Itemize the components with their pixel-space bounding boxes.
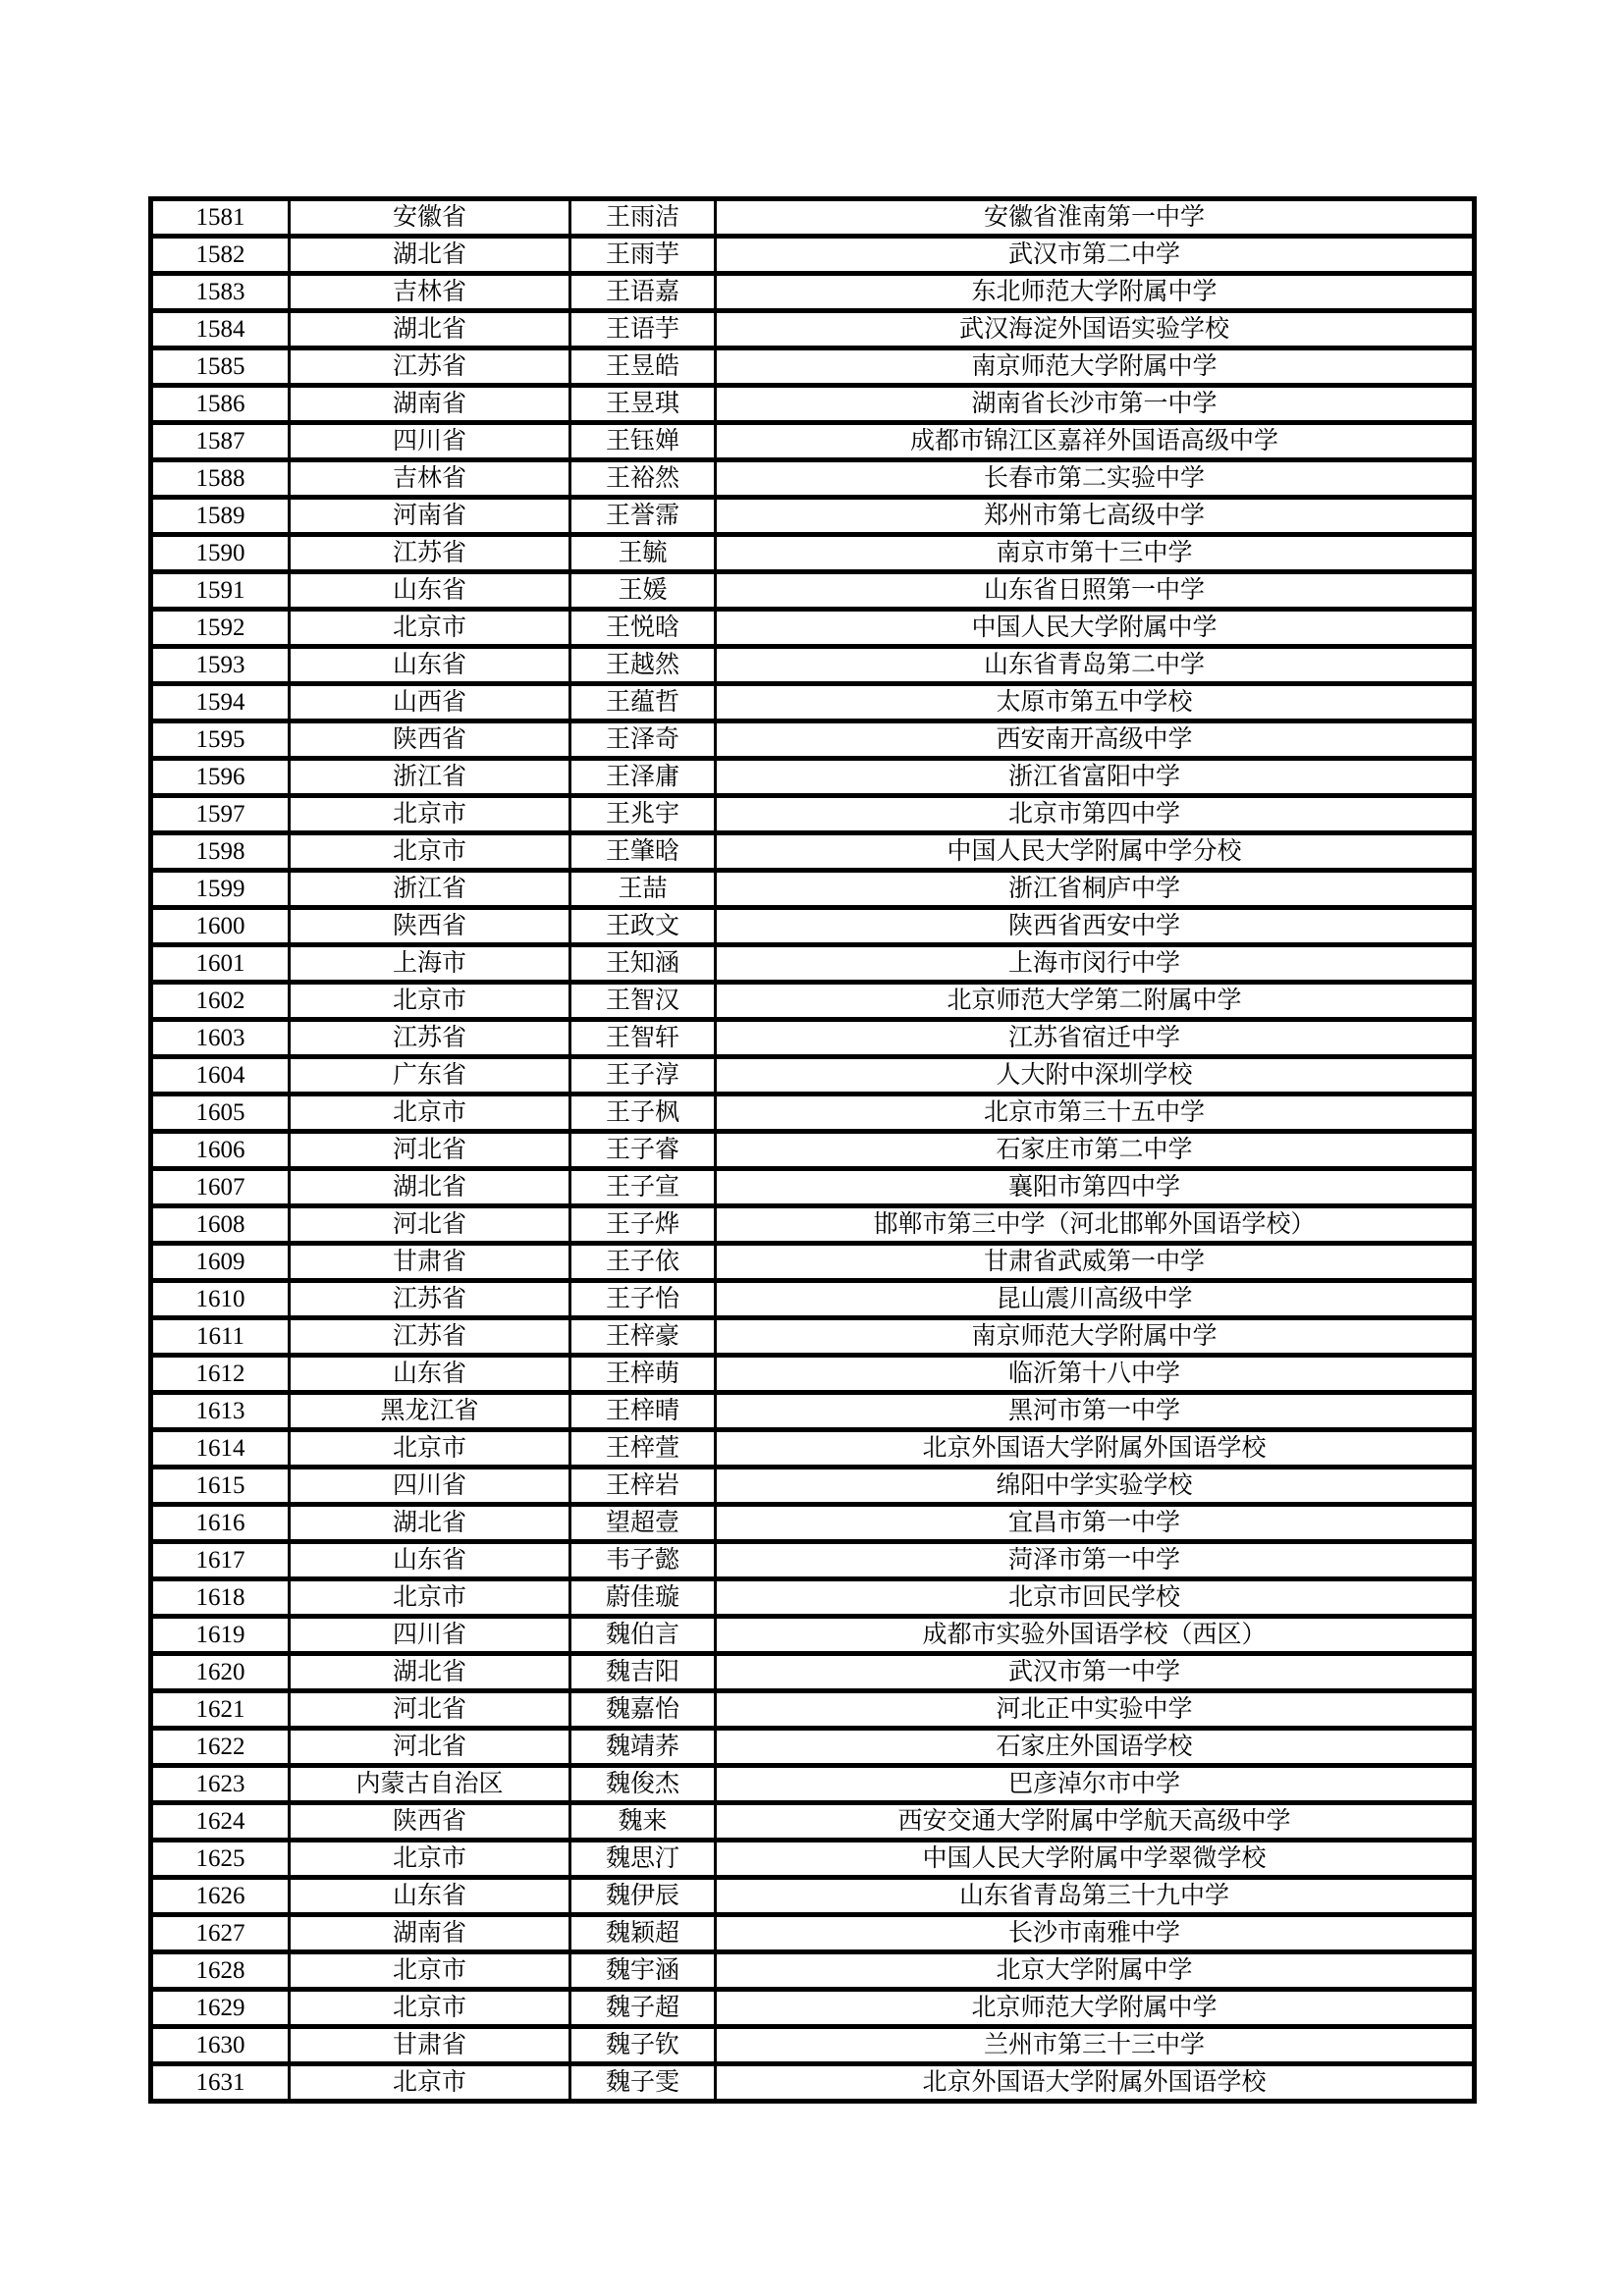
serial-number-cell: 1625	[151, 1841, 290, 1878]
province-cell: 湖北省	[290, 311, 570, 348]
table-row	[151, 199, 1475, 237]
table-row	[151, 1915, 1475, 1952]
table-row	[151, 1878, 1475, 1915]
serial-number-cell: 1587	[151, 423, 290, 460]
table-row	[151, 1132, 1475, 1169]
serial-number-cell: 1583	[151, 274, 290, 311]
student-name-cell: 王雨芋	[570, 237, 716, 274]
school-cell: 陕西省西安中学	[716, 908, 1475, 945]
table-row	[151, 1244, 1475, 1281]
province-cell: 安徽省	[290, 199, 570, 237]
table-row	[151, 423, 1475, 460]
school-cell: 成都市锦江区嘉祥外国语高级中学	[716, 423, 1475, 460]
province-cell: 甘肃省	[290, 1244, 570, 1281]
province-cell: 北京市	[290, 833, 570, 871]
school-cell: 菏泽市第一中学	[716, 1542, 1475, 1579]
school-cell: 西安南开高级中学	[716, 721, 1475, 759]
province-cell: 广东省	[290, 1057, 570, 1095]
student-name-cell: 王裕然	[570, 460, 716, 498]
student-name-cell: 王肇晗	[570, 833, 716, 871]
school-cell: 北京大学附属中学	[716, 1952, 1475, 1990]
serial-number-cell: 1618	[151, 1579, 290, 1617]
table-row	[151, 1505, 1475, 1542]
table-row	[151, 460, 1475, 498]
table-row	[151, 647, 1475, 684]
school-cell: 昆山震川高级中学	[716, 1281, 1475, 1318]
table-row	[151, 1990, 1475, 2027]
serial-number-cell: 1609	[151, 1244, 290, 1281]
province-cell: 山东省	[290, 572, 570, 610]
table-row	[151, 721, 1475, 759]
serial-number-cell: 1622	[151, 1729, 290, 1766]
school-cell: 山东省青岛第三十九中学	[716, 1878, 1475, 1915]
school-cell: 人大附中深圳学校	[716, 1057, 1475, 1095]
province-cell: 江苏省	[290, 1020, 570, 1057]
school-cell: 南京师范大学附属中学	[716, 348, 1475, 386]
province-cell: 北京市	[290, 796, 570, 833]
school-cell: 上海市闵行中学	[716, 945, 1475, 983]
province-cell: 湖南省	[290, 1915, 570, 1952]
school-cell: 石家庄市第二中学	[716, 1132, 1475, 1169]
province-cell: 河北省	[290, 1729, 570, 1766]
student-name-cell: 王钰婵	[570, 423, 716, 460]
province-cell: 浙江省	[290, 759, 570, 796]
serial-number-cell: 1591	[151, 572, 290, 610]
school-cell: 北京师范大学附属中学	[716, 1990, 1475, 2027]
school-cell: 武汉市第一中学	[716, 1654, 1475, 1691]
serial-number-cell: 1596	[151, 759, 290, 796]
province-cell: 黑龙江省	[290, 1393, 570, 1430]
school-cell: 山东省青岛第二中学	[716, 647, 1475, 684]
school-cell: 浙江省桐庐中学	[716, 871, 1475, 908]
student-name-cell: 王梓岩	[570, 1468, 716, 1505]
school-cell: 中国人民大学附属中学	[716, 610, 1475, 647]
serial-number-cell: 1598	[151, 833, 290, 871]
student-name-cell: 王子怡	[570, 1281, 716, 1318]
serial-number-cell: 1629	[151, 1990, 290, 2027]
table-row	[151, 1020, 1475, 1057]
province-cell: 北京市	[290, 1579, 570, 1617]
serial-number-cell: 1615	[151, 1468, 290, 1505]
student-name-cell: 王媛	[570, 572, 716, 610]
table-row	[151, 833, 1475, 871]
student-name-cell: 王梓晴	[570, 1393, 716, 1430]
student-name-cell: 王誉霈	[570, 498, 716, 535]
roster-table-body	[151, 199, 1475, 2102]
school-cell: 南京市第十三中学	[716, 535, 1475, 572]
student-name-cell: 王兆宇	[570, 796, 716, 833]
province-cell: 北京市	[290, 1841, 570, 1878]
serial-number-cell: 1599	[151, 871, 290, 908]
school-cell: 武汉市第二中学	[716, 237, 1475, 274]
province-cell: 上海市	[290, 945, 570, 983]
student-name-cell: 魏伯言	[570, 1617, 716, 1654]
province-cell: 北京市	[290, 1430, 570, 1468]
table-row	[151, 684, 1475, 721]
table-row	[151, 1169, 1475, 1206]
table-row	[151, 274, 1475, 311]
school-cell: 北京市回民学校	[716, 1579, 1475, 1617]
serial-number-cell: 1602	[151, 983, 290, 1020]
school-cell: 南京师范大学附属中学	[716, 1318, 1475, 1356]
table-row	[151, 1281, 1475, 1318]
student-name-cell: 魏宇涵	[570, 1952, 716, 1990]
serial-number-cell: 1613	[151, 1393, 290, 1430]
table-row	[151, 1095, 1475, 1132]
province-cell: 四川省	[290, 423, 570, 460]
province-cell: 山东省	[290, 647, 570, 684]
student-name-cell: 蔚佳璇	[570, 1579, 716, 1617]
serial-number-cell: 1604	[151, 1057, 290, 1095]
student-name-cell: 韦子懿	[570, 1542, 716, 1579]
serial-number-cell: 1620	[151, 1654, 290, 1691]
school-cell: 甘肃省武威第一中学	[716, 1244, 1475, 1281]
table-row	[151, 759, 1475, 796]
province-cell: 四川省	[290, 1617, 570, 1654]
school-cell: 长沙市南雅中学	[716, 1915, 1475, 1952]
serial-number-cell: 1627	[151, 1915, 290, 1952]
school-cell: 石家庄外国语学校	[716, 1729, 1475, 1766]
province-cell: 北京市	[290, 1952, 570, 1990]
student-name-cell: 王子依	[570, 1244, 716, 1281]
serial-number-cell: 1621	[151, 1691, 290, 1729]
school-cell: 北京市第三十五中学	[716, 1095, 1475, 1132]
table-row	[151, 908, 1475, 945]
province-cell: 陕西省	[290, 1803, 570, 1841]
province-cell: 湖北省	[290, 237, 570, 274]
student-name-cell: 王知涵	[570, 945, 716, 983]
school-cell: 中国人民大学附属中学翠微学校	[716, 1841, 1475, 1878]
serial-number-cell: 1582	[151, 237, 290, 274]
serial-number-cell: 1600	[151, 908, 290, 945]
table-row	[151, 945, 1475, 983]
table-row	[151, 572, 1475, 610]
table-row	[151, 1729, 1475, 1766]
table-row	[151, 1654, 1475, 1691]
school-cell: 武汉海淀外国语实验学校	[716, 311, 1475, 348]
student-name-cell: 魏来	[570, 1803, 716, 1841]
serial-number-cell: 1603	[151, 1020, 290, 1057]
serial-number-cell: 1595	[151, 721, 290, 759]
province-cell: 四川省	[290, 1468, 570, 1505]
table-row	[151, 386, 1475, 423]
province-cell: 陕西省	[290, 908, 570, 945]
student-name-cell: 魏子钦	[570, 2027, 716, 2064]
serial-number-cell: 1589	[151, 498, 290, 535]
province-cell: 江苏省	[290, 535, 570, 572]
table-row	[151, 498, 1475, 535]
serial-number-cell: 1608	[151, 1206, 290, 1244]
student-name-cell: 王梓萌	[570, 1356, 716, 1393]
school-cell: 兰州市第三十三中学	[716, 2027, 1475, 2064]
province-cell: 山西省	[290, 684, 570, 721]
province-cell: 河北省	[290, 1206, 570, 1244]
student-name-cell: 王雨洁	[570, 199, 716, 237]
table-row	[151, 1841, 1475, 1878]
school-cell: 太原市第五中学校	[716, 684, 1475, 721]
province-cell: 湖北省	[290, 1169, 570, 1206]
serial-number-cell: 1606	[151, 1132, 290, 1169]
serial-number-cell: 1590	[151, 535, 290, 572]
table-row	[151, 871, 1475, 908]
school-cell: 山东省日照第一中学	[716, 572, 1475, 610]
serial-number-cell: 1594	[151, 684, 290, 721]
student-name-cell: 望超壹	[570, 1505, 716, 1542]
student-name-cell: 魏俊杰	[570, 1766, 716, 1803]
serial-number-cell: 1628	[151, 1952, 290, 1990]
school-cell: 江苏省宿迁中学	[716, 1020, 1475, 1057]
student-name-cell: 魏子超	[570, 1990, 716, 2027]
table-row	[151, 796, 1475, 833]
province-cell: 湖北省	[290, 1654, 570, 1691]
school-cell: 临沂第十八中学	[716, 1356, 1475, 1393]
school-cell: 浙江省富阳中学	[716, 759, 1475, 796]
province-cell: 江苏省	[290, 1281, 570, 1318]
province-cell: 山东省	[290, 1542, 570, 1579]
serial-number-cell: 1588	[151, 460, 290, 498]
table-row	[151, 1952, 1475, 1990]
student-name-cell: 王悦晗	[570, 610, 716, 647]
table-row	[151, 1318, 1475, 1356]
student-name-cell: 王蕴哲	[570, 684, 716, 721]
province-cell: 甘肃省	[290, 2027, 570, 2064]
school-cell: 黑河市第一中学	[716, 1393, 1475, 1430]
table-row	[151, 311, 1475, 348]
student-name-cell: 王智轩	[570, 1020, 716, 1057]
province-cell: 浙江省	[290, 871, 570, 908]
student-name-cell: 魏子雯	[570, 2064, 716, 2102]
school-cell: 郑州市第七高级中学	[716, 498, 1475, 535]
province-cell: 北京市	[290, 983, 570, 1020]
table-row	[151, 2027, 1475, 2064]
student-name-cell: 王智汉	[570, 983, 716, 1020]
province-cell: 吉林省	[290, 274, 570, 311]
student-name-cell: 王语芋	[570, 311, 716, 348]
serial-number-cell: 1605	[151, 1095, 290, 1132]
province-cell: 河南省	[290, 498, 570, 535]
student-name-cell: 王子淳	[570, 1057, 716, 1095]
table-row	[151, 1057, 1475, 1095]
serial-number-cell: 1610	[151, 1281, 290, 1318]
serial-number-cell: 1617	[151, 1542, 290, 1579]
table-row	[151, 983, 1475, 1020]
serial-number-cell: 1623	[151, 1766, 290, 1803]
table-row	[151, 1430, 1475, 1468]
serial-number-cell: 1585	[151, 348, 290, 386]
serial-number-cell: 1619	[151, 1617, 290, 1654]
province-cell: 北京市	[290, 2064, 570, 2102]
school-cell: 安徽省淮南第一中学	[716, 199, 1475, 237]
table-row	[151, 237, 1475, 274]
student-name-cell: 魏伊辰	[570, 1878, 716, 1915]
province-cell: 江苏省	[290, 348, 570, 386]
table-row	[151, 535, 1475, 572]
student-name-cell: 魏靖荞	[570, 1729, 716, 1766]
table-row	[151, 1691, 1475, 1729]
province-cell: 吉林省	[290, 460, 570, 498]
school-cell: 东北师范大学附属中学	[716, 274, 1475, 311]
school-cell: 成都市实验外国语学校（西区）	[716, 1617, 1475, 1654]
serial-number-cell: 1584	[151, 311, 290, 348]
table-row	[151, 1803, 1475, 1841]
school-cell: 绵阳中学实验学校	[716, 1468, 1475, 1505]
student-name-cell: 王昱皓	[570, 348, 716, 386]
serial-number-cell: 1624	[151, 1803, 290, 1841]
province-cell: 湖北省	[290, 1505, 570, 1542]
province-cell: 山东省	[290, 1356, 570, 1393]
student-name-cell: 王梓豪	[570, 1318, 716, 1356]
province-cell: 河北省	[290, 1132, 570, 1169]
school-cell: 北京师范大学第二附属中学	[716, 983, 1475, 1020]
student-name-cell: 魏吉阳	[570, 1654, 716, 1691]
table-row	[151, 348, 1475, 386]
serial-number-cell: 1593	[151, 647, 290, 684]
serial-number-cell: 1592	[151, 610, 290, 647]
student-name-cell: 王越然	[570, 647, 716, 684]
table-row	[151, 1206, 1475, 1244]
student-name-cell: 王子睿	[570, 1132, 716, 1169]
table-row	[151, 1468, 1475, 1505]
school-cell: 西安交通大学附属中学航天高级中学	[716, 1803, 1475, 1841]
student-name-cell: 魏颖超	[570, 1915, 716, 1952]
school-cell: 北京市第四中学	[716, 796, 1475, 833]
school-cell: 长春市第二实验中学	[716, 460, 1475, 498]
serial-number-cell: 1630	[151, 2027, 290, 2064]
serial-number-cell: 1626	[151, 1878, 290, 1915]
student-name-cell: 王泽奇	[570, 721, 716, 759]
student-name-cell: 王泽庸	[570, 759, 716, 796]
school-cell: 宜昌市第一中学	[716, 1505, 1475, 1542]
table-row	[151, 1542, 1475, 1579]
serial-number-cell: 1607	[151, 1169, 290, 1206]
province-cell: 北京市	[290, 610, 570, 647]
student-name-cell: 王子枫	[570, 1095, 716, 1132]
serial-number-cell: 1611	[151, 1318, 290, 1356]
table-row	[151, 2064, 1475, 2102]
roster-table	[148, 196, 1477, 2104]
student-name-cell: 魏思汀	[570, 1841, 716, 1878]
serial-number-cell: 1616	[151, 1505, 290, 1542]
school-cell: 中国人民大学附属中学分校	[716, 833, 1475, 871]
province-cell: 江苏省	[290, 1318, 570, 1356]
student-name-cell: 王子烨	[570, 1206, 716, 1244]
province-cell: 北京市	[290, 1990, 570, 2027]
student-name-cell: 王子宣	[570, 1169, 716, 1206]
province-cell: 陕西省	[290, 721, 570, 759]
table-row	[151, 1393, 1475, 1430]
province-cell: 河北省	[290, 1691, 570, 1729]
serial-number-cell: 1614	[151, 1430, 290, 1468]
table-row	[151, 1617, 1475, 1654]
table-row	[151, 610, 1475, 647]
serial-number-cell: 1612	[151, 1356, 290, 1393]
serial-number-cell: 1601	[151, 945, 290, 983]
school-cell: 邯郸市第三中学（河北邯郸外国语学校）	[716, 1206, 1475, 1244]
serial-number-cell: 1586	[151, 386, 290, 423]
table-row	[151, 1579, 1475, 1617]
student-name-cell: 王语嘉	[570, 274, 716, 311]
table-row	[151, 1356, 1475, 1393]
serial-number-cell: 1581	[151, 199, 290, 237]
student-name-cell: 魏嘉怡	[570, 1691, 716, 1729]
school-cell: 北京外国语大学附属外国语学校	[716, 1430, 1475, 1468]
province-cell: 湖南省	[290, 386, 570, 423]
student-name-cell: 王政文	[570, 908, 716, 945]
student-name-cell: 王梓萱	[570, 1430, 716, 1468]
school-cell: 湖南省长沙市第一中学	[716, 386, 1475, 423]
student-name-cell: 王昱琪	[570, 386, 716, 423]
school-cell: 巴彦淖尔市中学	[716, 1766, 1475, 1803]
school-cell: 襄阳市第四中学	[716, 1169, 1475, 1206]
table-row	[151, 1766, 1475, 1803]
student-name-cell: 王喆	[570, 871, 716, 908]
student-name-cell: 王毓	[570, 535, 716, 572]
serial-number-cell: 1597	[151, 796, 290, 833]
province-cell: 北京市	[290, 1095, 570, 1132]
province-cell: 山东省	[290, 1878, 570, 1915]
serial-number-cell: 1631	[151, 2064, 290, 2102]
school-cell: 北京外国语大学附属外国语学校	[716, 2064, 1475, 2102]
province-cell: 内蒙古自治区	[290, 1766, 570, 1803]
school-cell: 河北正中实验中学	[716, 1691, 1475, 1729]
